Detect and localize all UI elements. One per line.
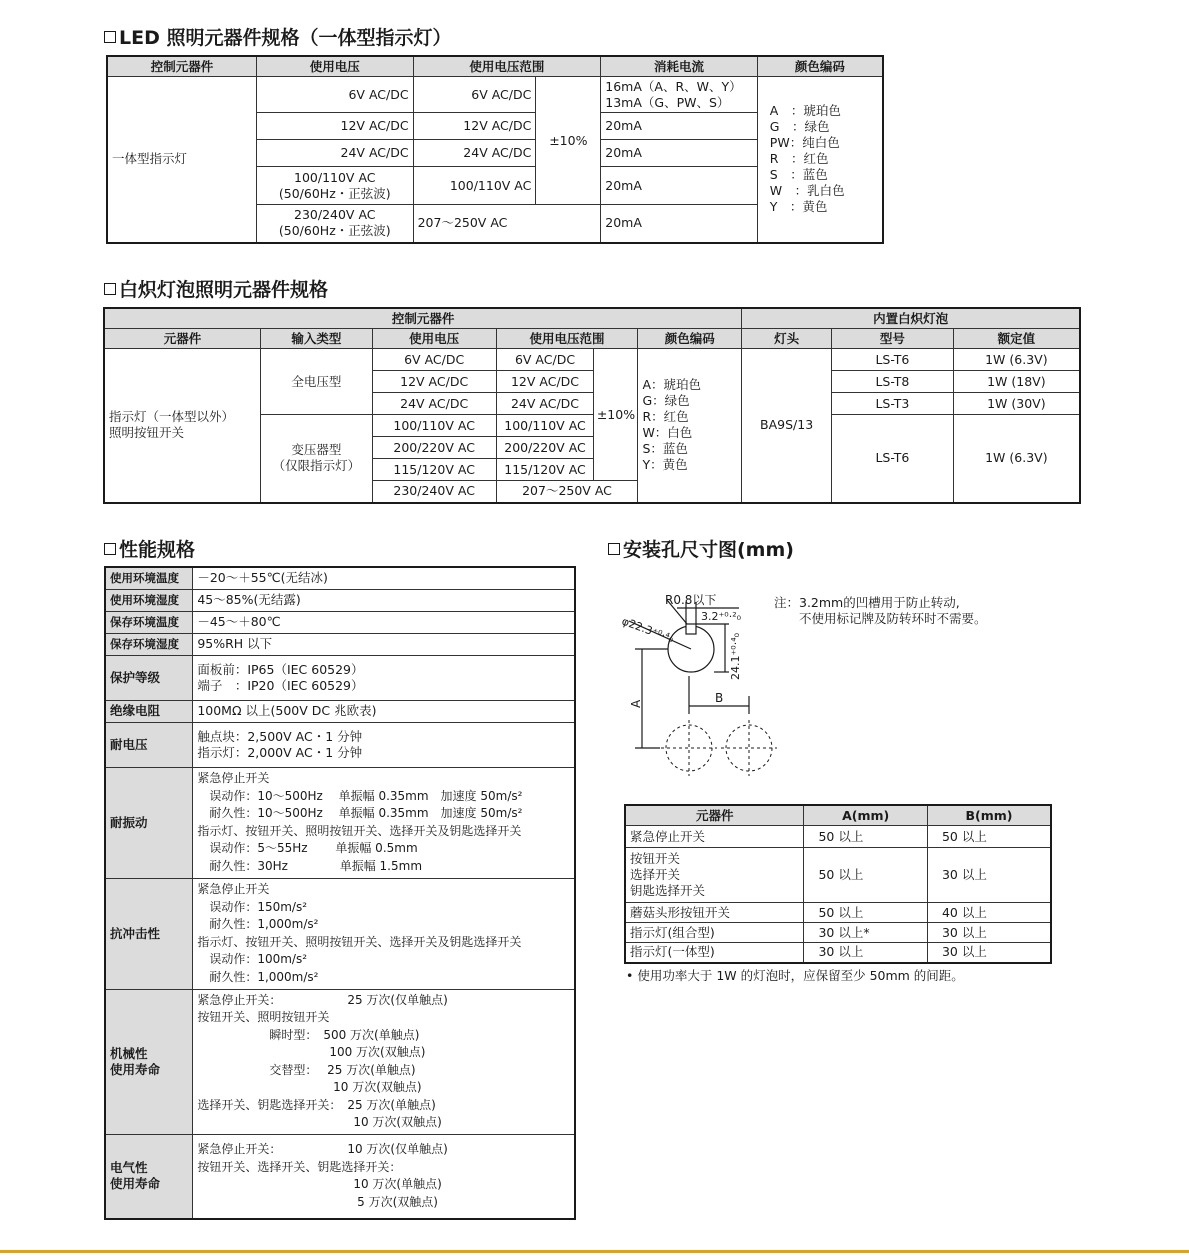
table-header: 输入类型	[261, 329, 373, 349]
voltage-cell: 24V AC/DC	[256, 140, 413, 167]
device-cell: 蘑菇头形按钮开关	[625, 903, 804, 923]
voltage-cell: 12V AC/DC	[372, 371, 496, 393]
device-cell: 一体型指示灯	[107, 77, 256, 243]
spec-value: 触点块：2,500V AC・1 分钟 指示灯：2,000V AC・1 分钟	[193, 722, 575, 767]
table-header: 颜色编码	[638, 329, 742, 349]
bulb-rating-cell: 1W (6.3V)	[953, 349, 1080, 371]
spec-value: 紧急停止开关： 25 万次(仅单触点) 按钮开关、照明按钮开关 瞬时型： 500 万次(单触点) 100 万次(双触点) 交替型： 25 万次(单触点) 10 万次(双触点) 选择开关、钥匙选择开关： 25 万次(单触点) 10 万次(双触点)	[193, 989, 575, 1134]
spec-value: 100MΩ 以上(500V DC 兆欧表)	[193, 700, 575, 722]
bulb-rating-cell: 1W (6.3V)	[953, 415, 1080, 503]
device-cell: 指示灯(一体型)	[625, 943, 804, 963]
spec-label: 保存环境湿度	[105, 633, 193, 655]
spec-value: －20～＋55℃(无结冰)	[193, 567, 575, 589]
table-header: 使用电压	[372, 329, 496, 349]
spec-label: 抗冲击性	[105, 878, 193, 989]
bulb-model-cell: LS-T3	[832, 393, 954, 415]
table-header: 消耗电流	[601, 56, 758, 77]
table-row	[105, 700, 575, 722]
device-cell: 按钮开关 选择开关 钥匙选择开关	[625, 848, 804, 903]
led-spec-table	[106, 55, 884, 244]
table-row	[625, 826, 1051, 848]
spec-value: 紧急停止开关 误动作：150m/s² 耐久性：1,000m/s² 指示灯、按钮开关、照明按钮开关、选择开关及钥匙选择开关 误动作：100m/s² 耐久性：1,000m/s²	[193, 878, 575, 989]
bulb-model-cell: LS-T6	[832, 415, 954, 503]
table-row	[625, 848, 1051, 903]
table-header: 使用电压范围	[413, 56, 601, 77]
table-group-header-row	[104, 308, 1080, 329]
led-section-title: LED 照明元器件规格（一体型指示灯）	[104, 27, 451, 49]
spec-label: 保护等级	[105, 655, 193, 700]
square-bullet-icon	[104, 543, 116, 555]
bulb-rating-cell: 1W (18V)	[953, 371, 1080, 393]
a-value-cell: 50 以上	[804, 903, 928, 923]
b-value-cell: 30 以上	[927, 943, 1051, 963]
range-cell: 6V AC/DC	[413, 77, 536, 113]
table-row	[105, 767, 575, 878]
voltage-cell: 230/240V AC	[372, 481, 496, 503]
voltage-cell: 6V AC/DC	[256, 77, 413, 113]
table-header: 额定值	[953, 329, 1080, 349]
mounting-spacing-table	[624, 804, 1052, 964]
table-header-row	[107, 56, 883, 77]
spec-value: 紧急停止开关 误动作：10～500Hz 单振幅 0.35mm 加速度 50m/s² 耐久性：10～500Hz 单振幅 0.35mm 加速度 50m/s² 指示灯、按钮开关、照明按钮开关、选择开关及钥匙选择开关 误动作：5～55Hz 单振幅 0.5mm 耐久性：30Hz 单振幅 1.5mm	[193, 767, 575, 878]
table-header-row	[625, 805, 1051, 826]
current-cell: 20mA	[601, 113, 758, 140]
current-cell: 20mA	[601, 167, 758, 205]
table-row	[105, 633, 575, 655]
table-header: 使用电压	[256, 56, 413, 77]
bulb-model-cell: LS-T8	[832, 371, 954, 393]
table-row	[105, 567, 575, 589]
dimension-b-label: B	[715, 691, 724, 705]
diameter-label: φ22.3⁺⁰·⁴₀	[619, 614, 676, 646]
tolerance-cell: ±10%	[594, 349, 638, 481]
voltage-cell: 6V AC/DC	[372, 349, 496, 371]
spec-label: 绝缘电阻	[105, 700, 193, 722]
spec-value: 紧急停止开关： 10 万次(仅单触点) 按钮开关、选择开关、钥匙选择开关： 10 万次(单触点) 5 万次(双触点)	[193, 1134, 575, 1219]
lamp-base-cell: BA9S/13	[742, 349, 832, 503]
bulb-model-cell: LS-T6	[832, 349, 954, 371]
voltage-cell: 100/110V AC (50/60Hz・正弦波)	[256, 167, 413, 205]
table-header: 控制元器件	[107, 56, 256, 77]
table-row	[105, 589, 575, 611]
table-row	[625, 903, 1051, 923]
square-bullet-icon	[608, 543, 620, 555]
b-value-cell: 30 以上	[927, 848, 1051, 903]
range-cell: 100/110V AC	[496, 415, 594, 437]
range-cell: 24V AC/DC	[496, 393, 594, 415]
color-code-cell: A：琥珀色 G：绿色 R：红色 W：白色 S：蓝色 Y：黄色	[638, 349, 742, 503]
table-row	[105, 1134, 575, 1219]
input-type-cell: 全电压型	[261, 349, 373, 415]
mounting-section-title: 安装孔尺寸图(mm)	[608, 539, 794, 561]
mounting-hole-diagram	[615, 588, 795, 778]
b-value-cell: 30 以上	[927, 923, 1051, 943]
spec-label: 耐振动	[105, 767, 193, 878]
current-cell: 20mA	[601, 140, 758, 167]
spec-label: 保存环境温度	[105, 611, 193, 633]
spec-label: 电气性 使用寿命	[105, 1134, 193, 1219]
color-code-cell: A ：琥珀色 G ：绿色 PW：纯白色 R ：红色 S ：蓝色 W ：乳白色 Y ：黄色	[757, 77, 883, 243]
device-cell: 紧急停止开关	[625, 826, 804, 848]
table-row	[105, 611, 575, 633]
a-value-cell: 30 以上*	[804, 923, 928, 943]
performance-section-title: 性能规格	[104, 539, 195, 561]
range-cell: 200/220V AC	[496, 437, 594, 459]
table-header: 控制元器件	[104, 308, 742, 329]
b-value-cell: 40 以上	[927, 903, 1051, 923]
range-cell: 24V AC/DC	[413, 140, 536, 167]
voltage-cell: 200/220V AC	[372, 437, 496, 459]
spec-label: 使用环境湿度	[105, 589, 193, 611]
range-cell: 207～250V AC	[496, 481, 638, 503]
a-value-cell: 50 以上	[804, 848, 928, 903]
table-row	[107, 77, 883, 113]
table-header: A(mm)	[804, 805, 928, 826]
range-cell: 207～250V AC	[413, 205, 601, 243]
table-header: 灯头	[742, 329, 832, 349]
table-row	[104, 349, 1080, 371]
current-cell: 16mA（A、R、W、Y） 13mA（G、PW、S）	[601, 77, 758, 113]
table-header: 使用电压范围	[496, 329, 638, 349]
square-bullet-icon	[104, 31, 116, 43]
range-cell: 12V AC/DC	[413, 113, 536, 140]
range-cell: 100/110V AC	[413, 167, 536, 205]
spec-label: 耐电压	[105, 722, 193, 767]
range-cell: 115/120V AC	[496, 459, 594, 481]
table-header: B(mm)	[927, 805, 1051, 826]
spec-value: 面板前：IP65（IEC 60529） 端子 ：IP20（IEC 60529）	[193, 655, 575, 700]
current-cell: 20mA	[601, 205, 758, 243]
height-label: 24.1⁺⁰·⁴₀	[729, 632, 742, 680]
spec-label: 使用环境温度	[105, 567, 193, 589]
input-type-cell: 变压器型 （仅限指示灯）	[261, 415, 373, 503]
tolerance-cell: ±10%	[536, 77, 601, 205]
table-header-row	[104, 329, 1080, 349]
performance-spec-table	[104, 566, 576, 1220]
table-row	[105, 655, 575, 700]
table-row	[105, 722, 575, 767]
table-row	[625, 943, 1051, 963]
bottom-accent-bar	[0, 1250, 1189, 1253]
a-value-cell: 50 以上	[804, 826, 928, 848]
incandescent-section-title: 白炽灯泡照明元器件规格	[104, 279, 328, 301]
table-row	[625, 923, 1051, 943]
spec-value: －45～＋80℃	[193, 611, 575, 633]
table-header: 内置白炽灯泡	[742, 308, 1080, 329]
voltage-cell: 24V AC/DC	[372, 393, 496, 415]
spacing-footnote: • 使用功率大于 1W 的灯泡时，应保留至少 50mm 的间距。	[626, 968, 964, 983]
table-header: 元器件	[625, 805, 804, 826]
range-cell: 12V AC/DC	[496, 371, 594, 393]
voltage-cell: 230/240V AC (50/60Hz・正弦波)	[256, 205, 413, 243]
voltage-cell: 100/110V AC	[372, 415, 496, 437]
spec-label: 机械性 使用寿命	[105, 989, 193, 1134]
a-value-cell: 30 以上	[804, 943, 928, 963]
voltage-cell: 115/120V AC	[372, 459, 496, 481]
anti-rotation-groove	[686, 624, 696, 634]
incandescent-spec-table	[103, 307, 1081, 504]
voltage-cell: 12V AC/DC	[256, 113, 413, 140]
range-cell: 6V AC/DC	[496, 349, 594, 371]
table-row	[105, 878, 575, 989]
spec-value: 45～85%(无结露)	[193, 589, 575, 611]
device-cell: 指示灯(组合型)	[625, 923, 804, 943]
radius-label: R0.8以下	[665, 593, 717, 607]
mounting-note: 注：3.2mm的凹槽用于防止转动, 不使用标记牌及防转环时不需要。	[774, 595, 987, 626]
square-bullet-icon	[104, 283, 116, 295]
bulb-rating-cell: 1W (30V)	[953, 393, 1080, 415]
dimension-a-label: A	[629, 699, 643, 708]
table-row	[105, 989, 575, 1134]
table-header: 型号	[832, 329, 954, 349]
table-header: 颜色编码	[757, 56, 883, 77]
device-cell: 指示灯（一体型以外） 照明按钮开关	[104, 349, 261, 503]
spec-value: 95%RH 以下	[193, 633, 575, 655]
b-value-cell: 50 以上	[927, 826, 1051, 848]
table-header: 元器件	[104, 329, 261, 349]
groove-width-label: 3.2⁺⁰·²₀	[701, 610, 742, 623]
